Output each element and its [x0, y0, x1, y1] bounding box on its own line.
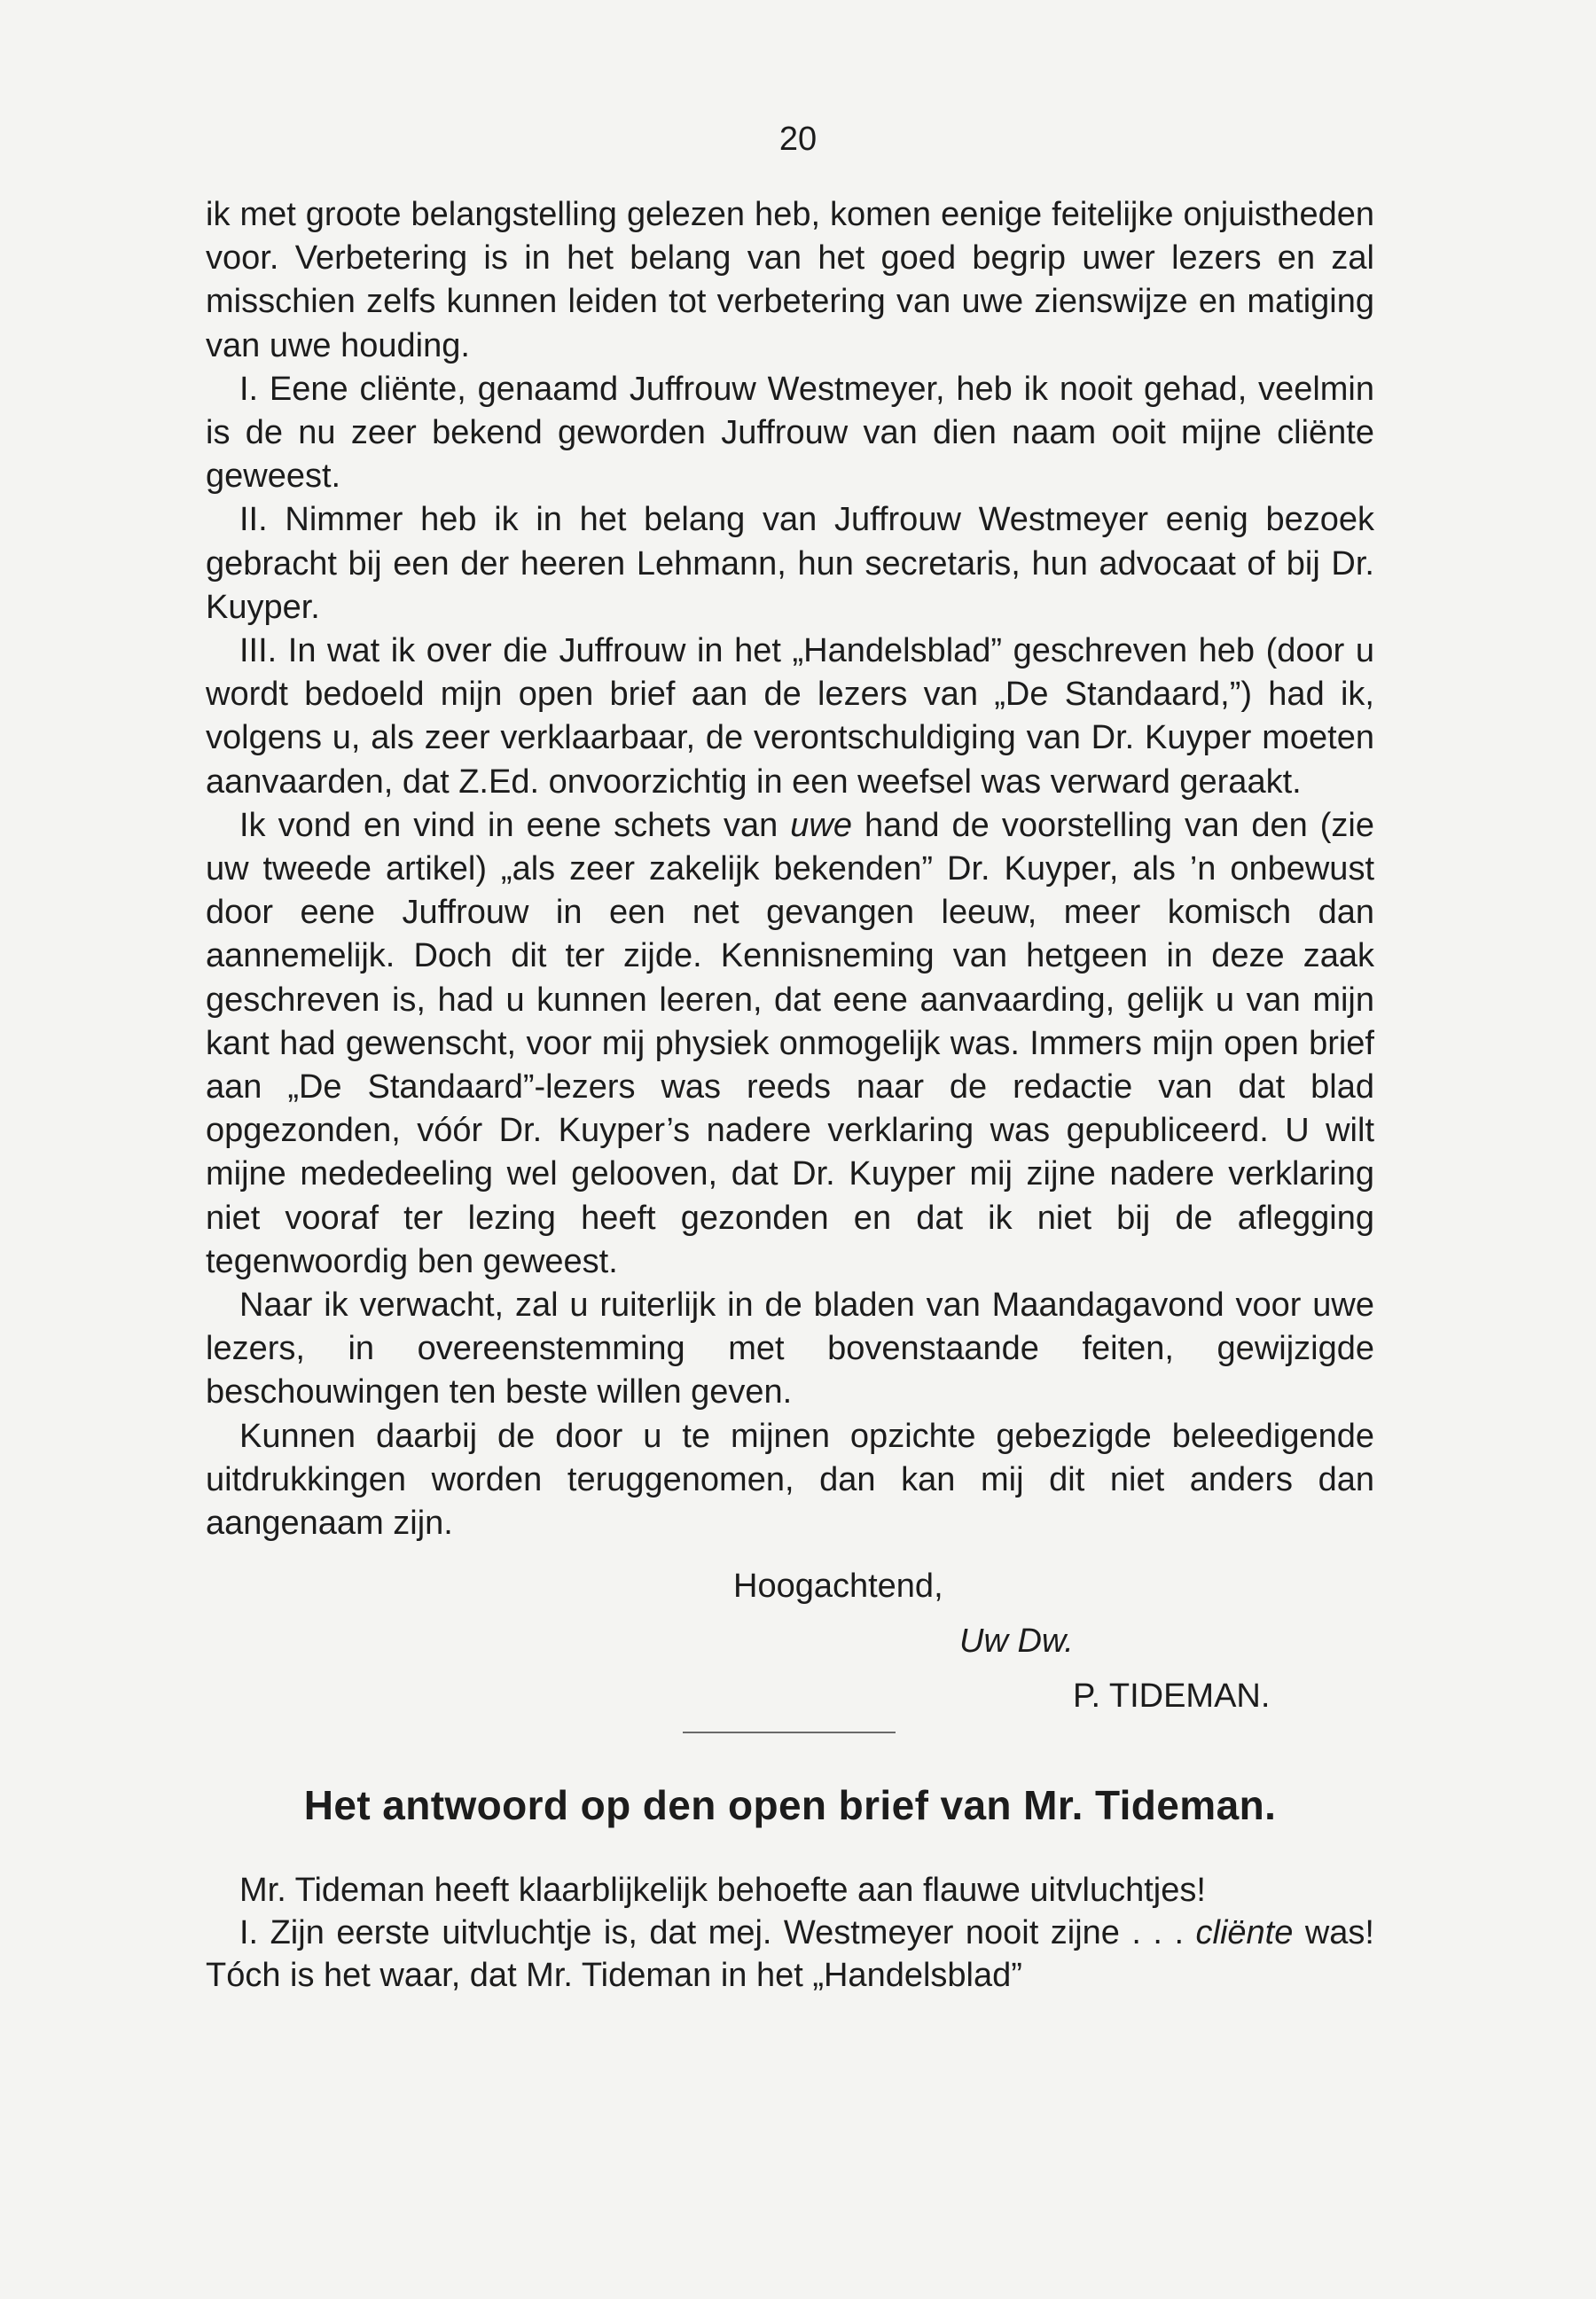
text-run: was! Tóch is het waar, dat Mr. Tideman in het „Handelsblad” — [206, 1914, 1374, 1994]
italic-text: uwe — [790, 806, 852, 844]
page-number: 20 — [778, 121, 818, 158]
letter-paragraph — [206, 804, 1374, 1284]
section-divider — [683, 1732, 896, 1733]
closing-uw-dw: Uw Dw. — [959, 1623, 1074, 1660]
letter-paragraph: Naar ik verwacht, zal u ruiterlijk in de bladen van Maandagavond voor uwe lezers, in overeenstemming met bovenstaande feiten, gewijzigde beschouwingen ten beste willen geven. — [206, 1286, 1374, 1411]
letter-point-one: I. Eene cliënte, genaamd Juffrouw Westmeyer, heb ik nooit gehad, veelmin is de nu zeer bekend geworden Juffrouw van dien naam ooit mijne cliënte geweest. — [206, 370, 1374, 496]
text-run: Ik vond en vind in eene schets van — [239, 806, 791, 844]
letter-paragraph: ik met groote belangstelling gelezen heb, komen eenige feitelijke onjuistheden voor. Verbetering is in het belang van het goed begrip uwer lezers en zal misschien zelfs kunnen leiden tot verbetering van uwe zienswijze en matiging van uwe houding. — [206, 196, 1374, 364]
signature-name: P. TIDEMAN. — [1073, 1677, 1271, 1715]
salutation: Hoogachtend, — [733, 1568, 943, 1605]
section-heading: Het antwoord op den open brief van Mr. Tideman. — [303, 1782, 1277, 1828]
answer-paragraph: Mr. Tideman heeft klaarblijkelijk behoefte aan flauwe uitvluchtjes! — [239, 1872, 1206, 1909]
text-run: hand de voorstelling van den (zie uw tweede artikel) „als zeer zakelijk bekenden” Dr. Kuyper, als ’n onbewust door eene Juffrouw in een net gevangen leeuw, meer komisch dan aannemelijk. Doch dit ter zijde. Kennisneming van hetgeen in deze zaak geschreven is, had u kunnen leeren, dat eene aanvaarding, gelijk u van mijn kant had gewenscht, voor mij physiek onmogelijk was. Immers mijn open brief aan „De Standaard”-lezers was reeds naar de redactie van dat blad opgezonden, vóór Dr. Kuyper’s nadere verklaring was gepubliceerd. U wilt mijne mededeeling wel gelooven, dat Dr. Kuyper mij zijne nadere verklaring niet vooraf ter lezing heeft gezonden en dat ik niet bij de aflegging tegenwoordig ben geweest. — [206, 806, 1374, 1280]
letter-closing — [206, 1559, 1374, 1724]
letter-body — [206, 193, 1374, 1545]
letter-paragraph: Kunnen daarbij de door u te mijnen opzichte gebezigde beleedigende uitdrukkingen worden teruggenomen, dan kan mij dit niet anders dan aangenaam zijn. — [206, 1417, 1374, 1543]
italic-text: cliënte — [1195, 1914, 1294, 1951]
answer-body — [206, 1869, 1374, 1997]
answer-point-one — [206, 1912, 1374, 1997]
text-run: I. Zijn eerste uitvluchtje is, dat mej. Westmeyer nooit zijne . . . — [239, 1914, 1196, 1951]
letter-point-two: II. Nimmer heb ik in het belang van Juffrouw Westmeyer eenig bezoek gebracht bij een der heeren Lehmann, hun secretaris, hun advocaat of bij Dr. Kuyper. — [206, 501, 1374, 626]
letter-point-three: III. In wat ik over die Juffrouw in het „Handelsblad” geschreven heb (door u wordt bedoeld mijn open brief aan de lezers van „De Standaard,”) had ik, volgens u, als zeer verklaarbaar, de verontschuldiging van Dr. Kuyper moeten aanvaarden, dat Z.Ed. onvoorzichtig in een weefsel was verward geraakt. — [206, 632, 1374, 801]
